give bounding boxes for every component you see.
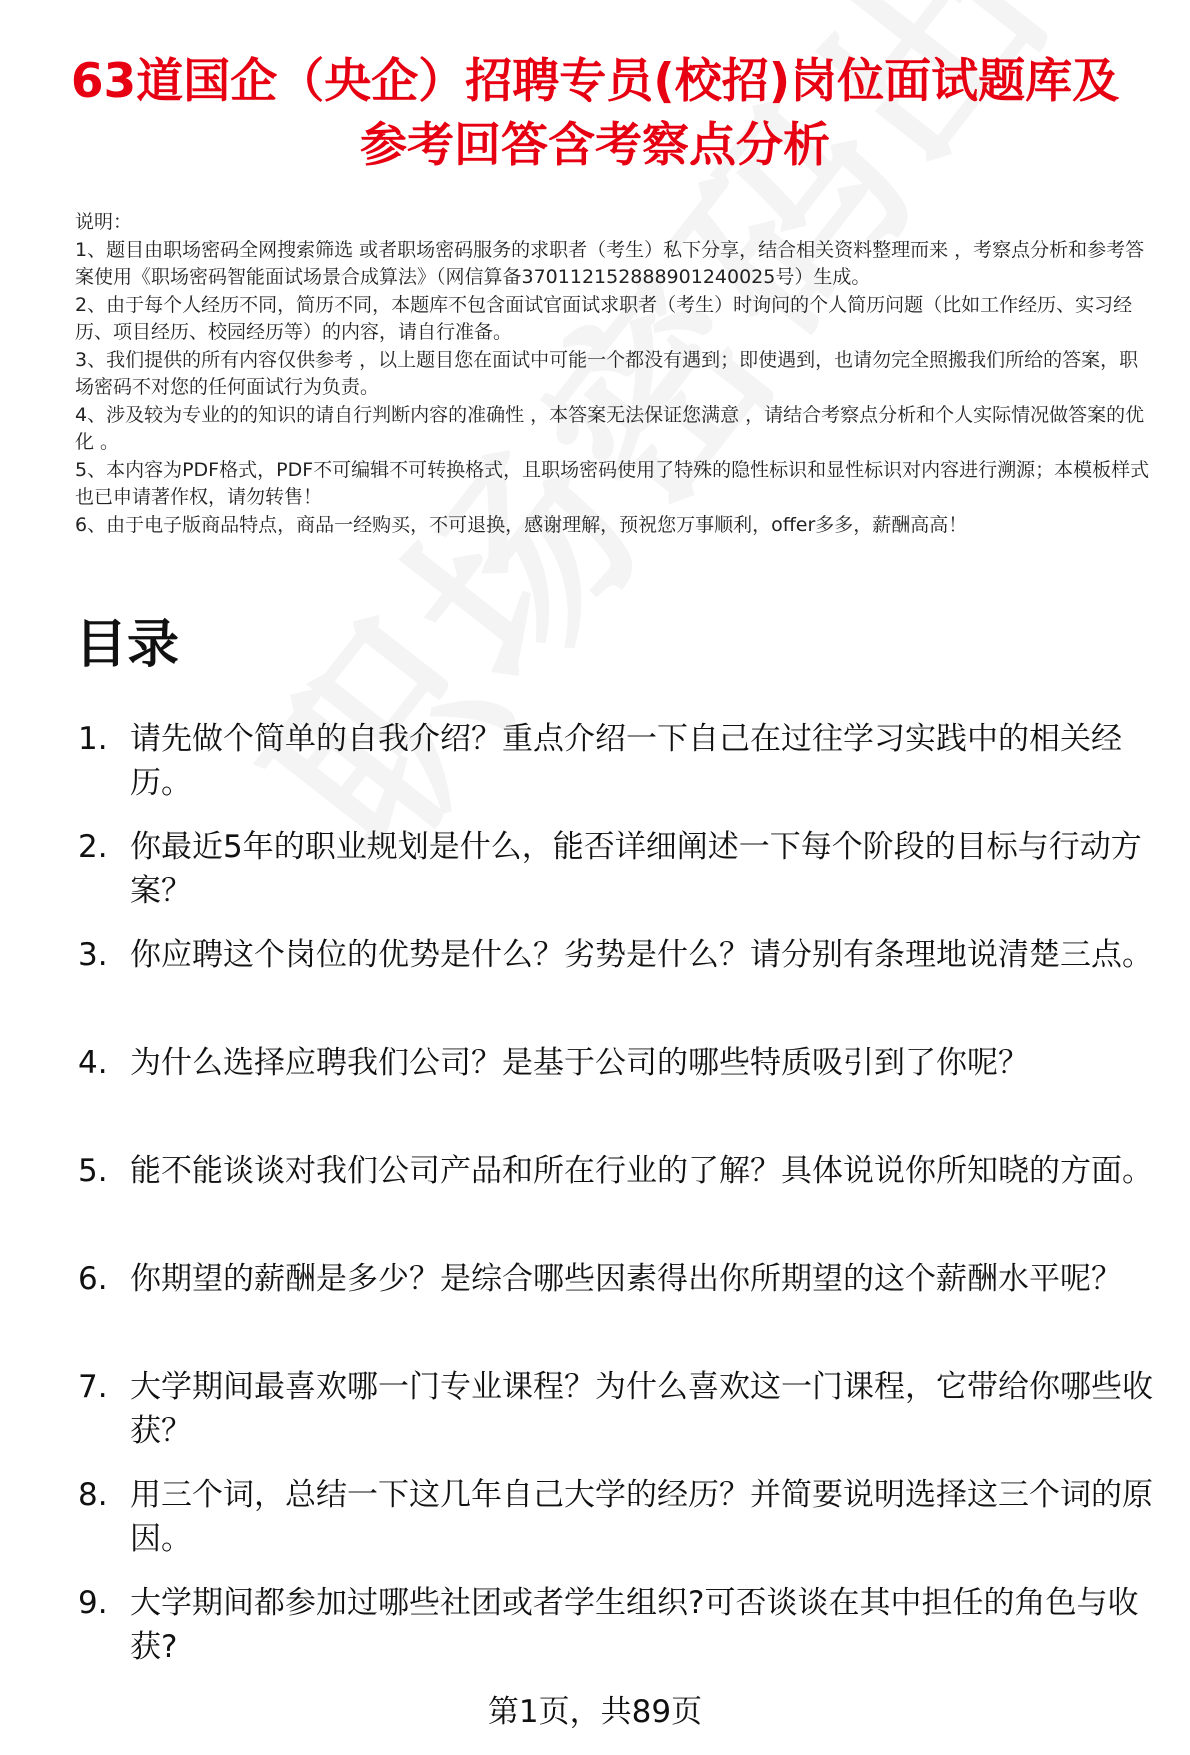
table-of-contents [78,717,1172,1689]
toc-item-number: 8. [78,1477,108,1513]
note-item: 4、涉及较为专业的的知识的请自行判断内容的准确性 ，本答案无法保证您满意 ，请结合考察点分析和个人实际情况做答案的优化 。 [75,403,1145,453]
note-item: 5、本内容为PDF格式，PDF不可编辑不可转换格式，且职场密码使用了特殊的隐性标识和显性标识对内容进行溯源；本模板样式也已申请著作权，请勿转售！ [75,458,1150,508]
toc-item[interactable] [78,933,1172,1041]
toc-item-number: 6. [78,1261,108,1297]
toc-item-number: 9. [78,1585,108,1621]
toc-item[interactable] [78,1257,1172,1365]
note-item: 1、题目由职场密码全网搜索筛选 或者职场密码服务的求职者（考生）私下分享，结合相关资料整理而来 ，考察点分析和参考答案使用《职场密码智能面试场景合成算法》（网信算备370112152888901240025号）生成。 [75,238,1145,288]
note-item: 3、我们提供的所有内容仅供参考 ，以上题目您在面试中可能一个都没有遇到；即使遇到，也请勿完全照搬我们所给的答案，职场密码不对您的任何面试行为负责。 [75,348,1139,398]
notes-heading: 说明： [75,211,133,233]
page-footer: 第1页，共89页 [487,1694,703,1730]
toc-item-number: 2. [78,829,108,865]
document-title: 63道国企（央企）招聘专员(校招)岗位面试题库及参考回答含考察点分析 [70,54,1120,173]
toc-item-text: 你最近5年的职业规划是什么，能否详细阐述一下每个阶段的目标与行动方案？ [130,829,1142,909]
toc-item-number: 7. [78,1369,108,1405]
toc-item[interactable] [78,1041,1172,1149]
toc-item-text: 你应聘这个岗位的优势是什么？劣势是什么？请分别有条理地说清楚三点。 [130,937,1153,973]
toc-item-text: 大学期间最喜欢哪一门专业课程？为什么喜欢这一门课程，它带给你哪些收获？ [130,1369,1153,1449]
toc-item[interactable] [78,1581,1172,1689]
note-item: 6、由于电子版商品特点，商品一经购买，不可退换，感谢理解，预祝您万事顺利，offer多多，薪酬高高！ [75,513,968,536]
toc-heading: 目录 [75,615,180,675]
toc-item-number: 5. [78,1153,108,1189]
toc-item[interactable] [78,825,1172,933]
toc-item[interactable] [78,1365,1172,1473]
toc-item-number: 1. [78,721,108,757]
toc-item-number: 3. [78,937,108,973]
note-item: 2、由于每个人经历不同，简历不同，本题库不包含面试官面试求职者（考生）时询问的个人简历问题（比如工作经历、实习经历、项目经历、校园经历等）的内容，请自行准备。 [75,293,1133,343]
toc-item[interactable] [78,1473,1172,1581]
toc-item-text: 你期望的薪酬是多少？是综合哪些因素得出你所期望的这个薪酬水平呢？ [130,1261,1122,1297]
toc-item-text: 请先做个简单的自我介绍？重点介绍一下自己在过往学习实践中的相关经历。 [130,721,1122,801]
toc-item-text: 用三个词，总结一下这几年自己大学的经历？并简要说明选择这三个词的原因。 [130,1477,1153,1557]
toc-item-text: 能不能谈谈对我们公司产品和所在行业的了解？具体说说你所知晓的方面。 [130,1153,1153,1189]
notes-section [75,209,1155,539]
toc-item[interactable] [78,1149,1172,1257]
toc-item-text: 大学期间都参加过哪些社团或者学生组织?可否谈谈在其中担任的角色与收获? [130,1585,1139,1665]
toc-item[interactable] [78,717,1172,825]
toc-item-number: 4. [78,1045,108,1081]
toc-item-text: 为什么选择应聘我们公司？是基于公司的哪些特质吸引到了你呢？ [130,1045,1029,1081]
